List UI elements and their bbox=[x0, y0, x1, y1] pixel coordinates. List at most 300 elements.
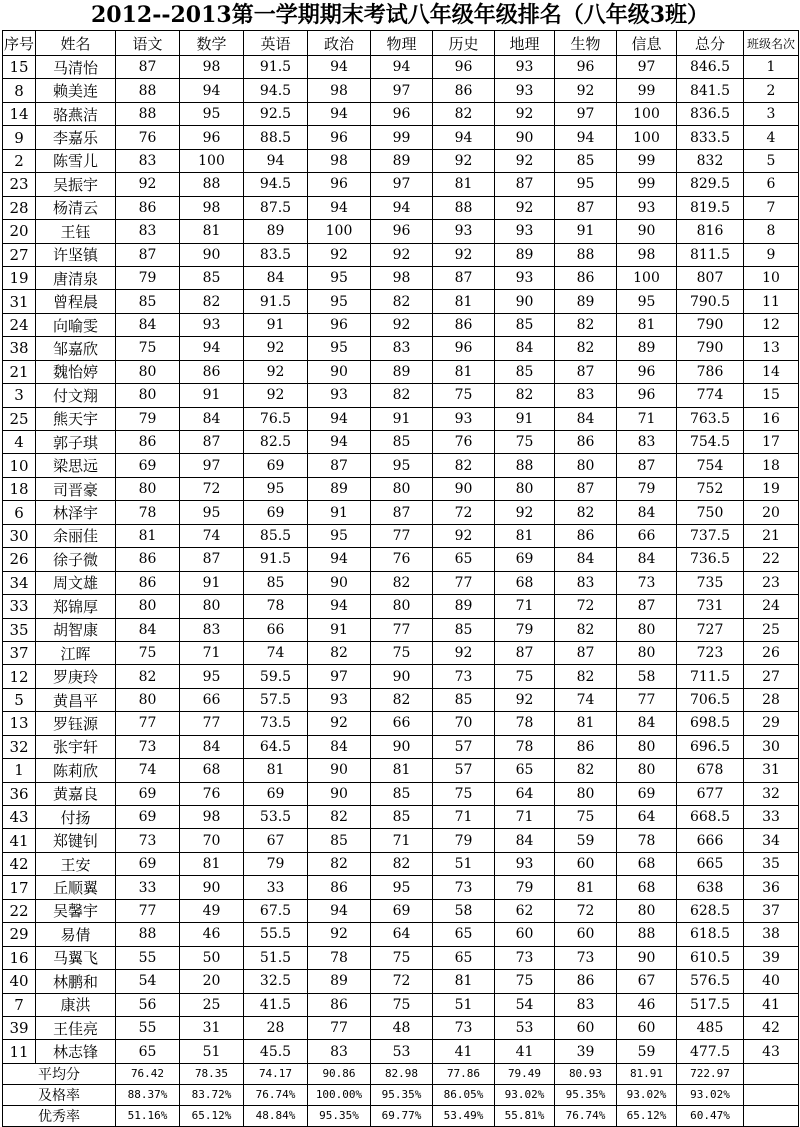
geography-cell: 64 bbox=[495, 782, 555, 805]
seq-cell: 9 bbox=[3, 126, 36, 149]
table-row bbox=[3, 595, 799, 618]
physics-cell: 80 bbox=[371, 477, 433, 500]
rank-cell: 41 bbox=[744, 993, 799, 1016]
summary-value: 53.49% bbox=[433, 1105, 495, 1126]
physics-cell: 98 bbox=[371, 266, 433, 289]
rank-cell: 34 bbox=[744, 829, 799, 852]
english-cell: 69 bbox=[244, 782, 308, 805]
name-cell: 魏怡婷 bbox=[36, 360, 116, 383]
total-cell: 841.5 bbox=[677, 79, 744, 102]
total-cell: 706.5 bbox=[677, 688, 744, 711]
biology-cell: 75 bbox=[555, 806, 617, 829]
history-cell: 93 bbox=[433, 220, 495, 243]
biology-cell: 97 bbox=[555, 102, 617, 125]
politics-cell: 82 bbox=[308, 641, 371, 664]
math-cell: 70 bbox=[180, 829, 244, 852]
english-cell: 92.5 bbox=[244, 102, 308, 125]
politics-cell: 98 bbox=[308, 79, 371, 102]
table-row bbox=[3, 806, 799, 829]
it-cell: 60 bbox=[617, 1016, 677, 1039]
math-cell: 49 bbox=[180, 899, 244, 922]
history-cell: 96 bbox=[433, 56, 495, 79]
summary-value: 78.35 bbox=[180, 1063, 244, 1084]
total-cell: 763.5 bbox=[677, 407, 744, 430]
name-cell: 林鹏和 bbox=[36, 970, 116, 993]
rank-cell: 39 bbox=[744, 946, 799, 969]
table-row bbox=[3, 970, 799, 993]
summary-value: 60.47% bbox=[677, 1105, 744, 1126]
biology-cell: 89 bbox=[555, 290, 617, 313]
politics-cell: 94 bbox=[308, 196, 371, 219]
math-cell: 98 bbox=[180, 56, 244, 79]
history-cell: 58 bbox=[433, 899, 495, 922]
rank-cell: 21 bbox=[744, 524, 799, 547]
history-cell: 92 bbox=[433, 149, 495, 172]
it-cell: 68 bbox=[617, 876, 677, 899]
table-row bbox=[3, 360, 799, 383]
math-cell: 77 bbox=[180, 712, 244, 735]
chinese-cell: 80 bbox=[116, 360, 180, 383]
geography-cell: 90 bbox=[495, 126, 555, 149]
geography-cell: 54 bbox=[495, 993, 555, 1016]
geography-cell: 53 bbox=[495, 1016, 555, 1039]
header-physics: 物理 bbox=[371, 31, 433, 56]
header-math: 数学 bbox=[180, 31, 244, 56]
history-cell: 96 bbox=[433, 337, 495, 360]
chinese-cell: 80 bbox=[116, 477, 180, 500]
chinese-cell: 33 bbox=[116, 876, 180, 899]
seq-cell: 28 bbox=[3, 196, 36, 219]
rank-cell: 37 bbox=[744, 899, 799, 922]
biology-cell: 88 bbox=[555, 243, 617, 266]
english-cell: 89 bbox=[244, 220, 308, 243]
politics-cell: 95 bbox=[308, 266, 371, 289]
chinese-cell: 83 bbox=[116, 220, 180, 243]
seq-cell: 2 bbox=[3, 149, 36, 172]
history-cell: 41 bbox=[433, 1040, 495, 1063]
math-cell: 90 bbox=[180, 876, 244, 899]
geography-cell: 81 bbox=[495, 524, 555, 547]
history-cell: 93 bbox=[433, 407, 495, 430]
summary-label: 平均分 bbox=[3, 1063, 116, 1084]
seq-cell: 43 bbox=[3, 806, 36, 829]
english-cell: 67.5 bbox=[244, 899, 308, 922]
summary-value: 55.81% bbox=[495, 1105, 555, 1126]
english-cell: 55.5 bbox=[244, 923, 308, 946]
history-cell: 94 bbox=[433, 126, 495, 149]
table-row bbox=[3, 243, 799, 266]
summary-value: 76.74% bbox=[244, 1084, 308, 1105]
english-cell: 64.5 bbox=[244, 735, 308, 758]
biology-cell: 72 bbox=[555, 595, 617, 618]
politics-cell: 94 bbox=[308, 407, 371, 430]
rank-cell: 16 bbox=[744, 407, 799, 430]
name-cell: 黄昌平 bbox=[36, 688, 116, 711]
history-cell: 75 bbox=[433, 782, 495, 805]
summary-value: 93.02% bbox=[495, 1084, 555, 1105]
math-cell: 98 bbox=[180, 806, 244, 829]
english-cell: 53.5 bbox=[244, 806, 308, 829]
name-cell: 王安 bbox=[36, 852, 116, 875]
math-cell: 94 bbox=[180, 79, 244, 102]
english-cell: 91 bbox=[244, 313, 308, 336]
politics-cell: 94 bbox=[308, 102, 371, 125]
it-cell: 71 bbox=[617, 407, 677, 430]
history-cell: 92 bbox=[433, 641, 495, 664]
history-cell: 82 bbox=[433, 454, 495, 477]
english-cell: 69 bbox=[244, 501, 308, 524]
total-cell: 517.5 bbox=[677, 993, 744, 1016]
geography-cell: 90 bbox=[495, 290, 555, 313]
english-cell: 91.5 bbox=[244, 548, 308, 571]
geography-cell: 92 bbox=[495, 501, 555, 524]
table-row bbox=[3, 290, 799, 313]
total-cell: 807 bbox=[677, 266, 744, 289]
total-cell: 846.5 bbox=[677, 56, 744, 79]
chinese-cell: 69 bbox=[116, 852, 180, 875]
math-cell: 86 bbox=[180, 360, 244, 383]
summary-value: 79.49 bbox=[495, 1063, 555, 1084]
summary-value: 65.12% bbox=[180, 1105, 244, 1126]
it-cell: 84 bbox=[617, 548, 677, 571]
chinese-cell: 75 bbox=[116, 337, 180, 360]
summary-value: 51.16% bbox=[116, 1105, 180, 1126]
politics-cell: 91 bbox=[308, 501, 371, 524]
name-cell: 王佳亮 bbox=[36, 1016, 116, 1039]
table-row bbox=[3, 993, 799, 1016]
physics-cell: 75 bbox=[371, 641, 433, 664]
table-row bbox=[3, 220, 799, 243]
table-row bbox=[3, 688, 799, 711]
english-cell: 92 bbox=[244, 337, 308, 360]
geography-cell: 89 bbox=[495, 243, 555, 266]
total-cell: 677 bbox=[677, 782, 744, 805]
geography-cell: 87 bbox=[495, 173, 555, 196]
summary-label: 及格率 bbox=[3, 1084, 116, 1105]
rank-cell: 33 bbox=[744, 806, 799, 829]
seq-cell: 6 bbox=[3, 501, 36, 524]
biology-cell: 60 bbox=[555, 923, 617, 946]
seq-cell: 25 bbox=[3, 407, 36, 430]
biology-cell: 82 bbox=[555, 759, 617, 782]
chinese-cell: 83 bbox=[116, 149, 180, 172]
header-name: 姓名 bbox=[36, 31, 116, 56]
seq-cell: 26 bbox=[3, 548, 36, 571]
it-cell: 100 bbox=[617, 126, 677, 149]
total-cell: 829.5 bbox=[677, 173, 744, 196]
rank-cell: 42 bbox=[744, 1016, 799, 1039]
physics-cell: 66 bbox=[371, 712, 433, 735]
math-cell: 76 bbox=[180, 782, 244, 805]
chinese-cell: 88 bbox=[116, 102, 180, 125]
history-cell: 77 bbox=[433, 571, 495, 594]
name-cell: 邹嘉欣 bbox=[36, 337, 116, 360]
header-biology: 生物 bbox=[555, 31, 617, 56]
math-cell: 66 bbox=[180, 688, 244, 711]
summary-section bbox=[3, 1063, 799, 1126]
history-cell: 51 bbox=[433, 993, 495, 1016]
seq-cell: 30 bbox=[3, 524, 36, 547]
math-cell: 81 bbox=[180, 220, 244, 243]
chinese-cell: 87 bbox=[116, 243, 180, 266]
table-row bbox=[3, 126, 799, 149]
name-cell: 曾程晨 bbox=[36, 290, 116, 313]
name-cell: 罗庚玲 bbox=[36, 665, 116, 688]
biology-cell: 82 bbox=[555, 665, 617, 688]
seq-cell: 20 bbox=[3, 220, 36, 243]
it-cell: 80 bbox=[617, 899, 677, 922]
summary-value: 100.00% bbox=[308, 1084, 371, 1105]
biology-cell: 87 bbox=[555, 196, 617, 219]
physics-cell: 94 bbox=[371, 196, 433, 219]
history-cell: 73 bbox=[433, 1016, 495, 1039]
name-cell: 林泽宇 bbox=[36, 501, 116, 524]
english-cell: 94.5 bbox=[244, 173, 308, 196]
politics-cell: 84 bbox=[308, 735, 371, 758]
table-row bbox=[3, 313, 799, 336]
english-cell: 51.5 bbox=[244, 946, 308, 969]
english-cell: 94 bbox=[244, 149, 308, 172]
total-cell: 816 bbox=[677, 220, 744, 243]
chinese-cell: 80 bbox=[116, 384, 180, 407]
seq-cell: 39 bbox=[3, 1016, 36, 1039]
it-cell: 88 bbox=[617, 923, 677, 946]
physics-cell: 75 bbox=[371, 946, 433, 969]
history-cell: 86 bbox=[433, 79, 495, 102]
chinese-cell: 76 bbox=[116, 126, 180, 149]
math-cell: 95 bbox=[180, 501, 244, 524]
rank-cell: 3 bbox=[744, 102, 799, 125]
english-cell: 69 bbox=[244, 454, 308, 477]
rank-cell: 2 bbox=[744, 79, 799, 102]
geography-cell: 78 bbox=[495, 712, 555, 735]
physics-cell: 77 bbox=[371, 524, 433, 547]
history-cell: 65 bbox=[433, 923, 495, 946]
physics-cell: 82 bbox=[371, 852, 433, 875]
total-cell: 750 bbox=[677, 501, 744, 524]
physics-cell: 96 bbox=[371, 102, 433, 125]
math-cell: 20 bbox=[180, 970, 244, 993]
biology-cell: 81 bbox=[555, 876, 617, 899]
it-cell: 90 bbox=[617, 946, 677, 969]
geography-cell: 75 bbox=[495, 970, 555, 993]
seq-cell: 27 bbox=[3, 243, 36, 266]
it-cell: 83 bbox=[617, 431, 677, 454]
math-cell: 74 bbox=[180, 524, 244, 547]
name-cell: 王钰 bbox=[36, 220, 116, 243]
chinese-cell: 88 bbox=[116, 923, 180, 946]
name-cell: 郑锦厚 bbox=[36, 595, 116, 618]
summary-label: 优秀率 bbox=[3, 1105, 116, 1126]
rank-cell: 27 bbox=[744, 665, 799, 688]
geography-cell: 85 bbox=[495, 313, 555, 336]
history-cell: 76 bbox=[433, 431, 495, 454]
politics-cell: 90 bbox=[308, 782, 371, 805]
math-cell: 84 bbox=[180, 735, 244, 758]
rank-cell: 4 bbox=[744, 126, 799, 149]
chinese-cell: 88 bbox=[116, 79, 180, 102]
rank-cell: 19 bbox=[744, 477, 799, 500]
it-cell: 84 bbox=[617, 712, 677, 735]
history-cell: 65 bbox=[433, 946, 495, 969]
math-cell: 72 bbox=[180, 477, 244, 500]
geography-cell: 93 bbox=[495, 56, 555, 79]
chinese-cell: 82 bbox=[116, 665, 180, 688]
english-cell: 85.5 bbox=[244, 524, 308, 547]
name-cell: 余丽佳 bbox=[36, 524, 116, 547]
geography-cell: 71 bbox=[495, 806, 555, 829]
name-cell: 康洪 bbox=[36, 993, 116, 1016]
chinese-cell: 79 bbox=[116, 266, 180, 289]
rank-cell: 22 bbox=[744, 548, 799, 571]
biology-cell: 81 bbox=[555, 712, 617, 735]
it-cell: 68 bbox=[617, 852, 677, 875]
biology-cell: 80 bbox=[555, 782, 617, 805]
name-cell: 吴馨宇 bbox=[36, 899, 116, 922]
geography-cell: 41 bbox=[495, 1040, 555, 1063]
chinese-cell: 85 bbox=[116, 290, 180, 313]
geography-cell: 62 bbox=[495, 899, 555, 922]
math-cell: 95 bbox=[180, 665, 244, 688]
chinese-cell: 80 bbox=[116, 595, 180, 618]
biology-cell: 84 bbox=[555, 548, 617, 571]
it-cell: 77 bbox=[617, 688, 677, 711]
chinese-cell: 78 bbox=[116, 501, 180, 524]
total-cell: 618.5 bbox=[677, 923, 744, 946]
seq-cell: 31 bbox=[3, 290, 36, 313]
table-row bbox=[3, 266, 799, 289]
politics-cell: 90 bbox=[308, 759, 371, 782]
table-row bbox=[3, 524, 799, 547]
physics-cell: 69 bbox=[371, 899, 433, 922]
it-cell: 67 bbox=[617, 970, 677, 993]
seq-cell: 42 bbox=[3, 852, 36, 875]
total-cell: 754.5 bbox=[677, 431, 744, 454]
it-cell: 97 bbox=[617, 56, 677, 79]
history-cell: 71 bbox=[433, 806, 495, 829]
politics-cell: 94 bbox=[308, 548, 371, 571]
it-cell: 80 bbox=[617, 618, 677, 641]
math-cell: 98 bbox=[180, 196, 244, 219]
biology-cell: 86 bbox=[555, 266, 617, 289]
english-cell: 73.5 bbox=[244, 712, 308, 735]
math-cell: 95 bbox=[180, 102, 244, 125]
name-cell: 郭子琪 bbox=[36, 431, 116, 454]
seq-cell: 22 bbox=[3, 899, 36, 922]
history-cell: 72 bbox=[433, 501, 495, 524]
chinese-cell: 79 bbox=[116, 407, 180, 430]
geography-cell: 92 bbox=[495, 149, 555, 172]
header-seq: 序号 bbox=[3, 31, 36, 56]
biology-cell: 83 bbox=[555, 571, 617, 594]
name-cell: 郑键钊 bbox=[36, 829, 116, 852]
english-cell: 85 bbox=[244, 571, 308, 594]
geography-cell: 87 bbox=[495, 641, 555, 664]
total-cell: 696.5 bbox=[677, 735, 744, 758]
history-cell: 86 bbox=[433, 313, 495, 336]
physics-cell: 94 bbox=[371, 56, 433, 79]
biology-cell: 60 bbox=[555, 1016, 617, 1039]
it-cell: 89 bbox=[617, 337, 677, 360]
seq-cell: 8 bbox=[3, 79, 36, 102]
table-row bbox=[3, 548, 799, 571]
history-cell: 92 bbox=[433, 524, 495, 547]
header-row bbox=[3, 31, 799, 56]
table-row bbox=[3, 501, 799, 524]
name-cell: 罗钰源 bbox=[36, 712, 116, 735]
rank-cell: 20 bbox=[744, 501, 799, 524]
math-cell: 83 bbox=[180, 618, 244, 641]
header-geography: 地理 bbox=[495, 31, 555, 56]
it-cell: 99 bbox=[617, 79, 677, 102]
table-row bbox=[3, 899, 799, 922]
rank-cell: 31 bbox=[744, 759, 799, 782]
it-cell: 80 bbox=[617, 641, 677, 664]
geography-cell: 88 bbox=[495, 454, 555, 477]
english-cell: 83.5 bbox=[244, 243, 308, 266]
chinese-cell: 55 bbox=[116, 946, 180, 969]
english-cell: 41.5 bbox=[244, 993, 308, 1016]
politics-cell: 87 bbox=[308, 454, 371, 477]
english-cell: 33 bbox=[244, 876, 308, 899]
math-cell: 31 bbox=[180, 1016, 244, 1039]
geography-cell: 84 bbox=[495, 829, 555, 852]
total-cell: 832 bbox=[677, 149, 744, 172]
summary-value: 83.72% bbox=[180, 1084, 244, 1105]
physics-cell: 75 bbox=[371, 993, 433, 1016]
physics-cell: 99 bbox=[371, 126, 433, 149]
header-it: 信息 bbox=[617, 31, 677, 56]
seq-cell: 34 bbox=[3, 571, 36, 594]
summary-value: 76.74% bbox=[555, 1105, 617, 1126]
rank-cell: 25 bbox=[744, 618, 799, 641]
rank-cell: 43 bbox=[744, 1040, 799, 1063]
geography-cell: 92 bbox=[495, 196, 555, 219]
table-row bbox=[3, 782, 799, 805]
physics-cell: 97 bbox=[371, 173, 433, 196]
summary-value: 88.37% bbox=[116, 1084, 180, 1105]
total-cell: 477.5 bbox=[677, 1040, 744, 1063]
politics-cell: 77 bbox=[308, 1016, 371, 1039]
total-cell: 610.5 bbox=[677, 946, 744, 969]
biology-cell: 72 bbox=[555, 899, 617, 922]
seq-cell: 7 bbox=[3, 993, 36, 1016]
page-title: 2012--2013第一学期期末考试八年级年级排名（八年级3班） bbox=[90, 2, 710, 28]
seq-cell: 33 bbox=[3, 595, 36, 618]
biology-cell: 86 bbox=[555, 524, 617, 547]
chinese-cell: 92 bbox=[116, 173, 180, 196]
physics-cell: 90 bbox=[371, 735, 433, 758]
summary-value: 65.12% bbox=[617, 1105, 677, 1126]
summary-value: 80.93 bbox=[555, 1063, 617, 1084]
geography-cell: 75 bbox=[495, 431, 555, 454]
name-cell: 陈莉欣 bbox=[36, 759, 116, 782]
english-cell: 88.5 bbox=[244, 126, 308, 149]
chinese-cell: 69 bbox=[116, 454, 180, 477]
total-cell: 735 bbox=[677, 571, 744, 594]
history-cell: 85 bbox=[433, 688, 495, 711]
physics-cell: 92 bbox=[371, 313, 433, 336]
physics-cell: 82 bbox=[371, 571, 433, 594]
table-row bbox=[3, 876, 799, 899]
english-cell: 45.5 bbox=[244, 1040, 308, 1063]
seq-cell: 21 bbox=[3, 360, 36, 383]
name-cell: 江晖 bbox=[36, 641, 116, 664]
history-cell: 82 bbox=[433, 102, 495, 125]
english-cell: 28 bbox=[244, 1016, 308, 1039]
header-rank: 班级名次 bbox=[744, 31, 799, 56]
seq-cell: 35 bbox=[3, 618, 36, 641]
